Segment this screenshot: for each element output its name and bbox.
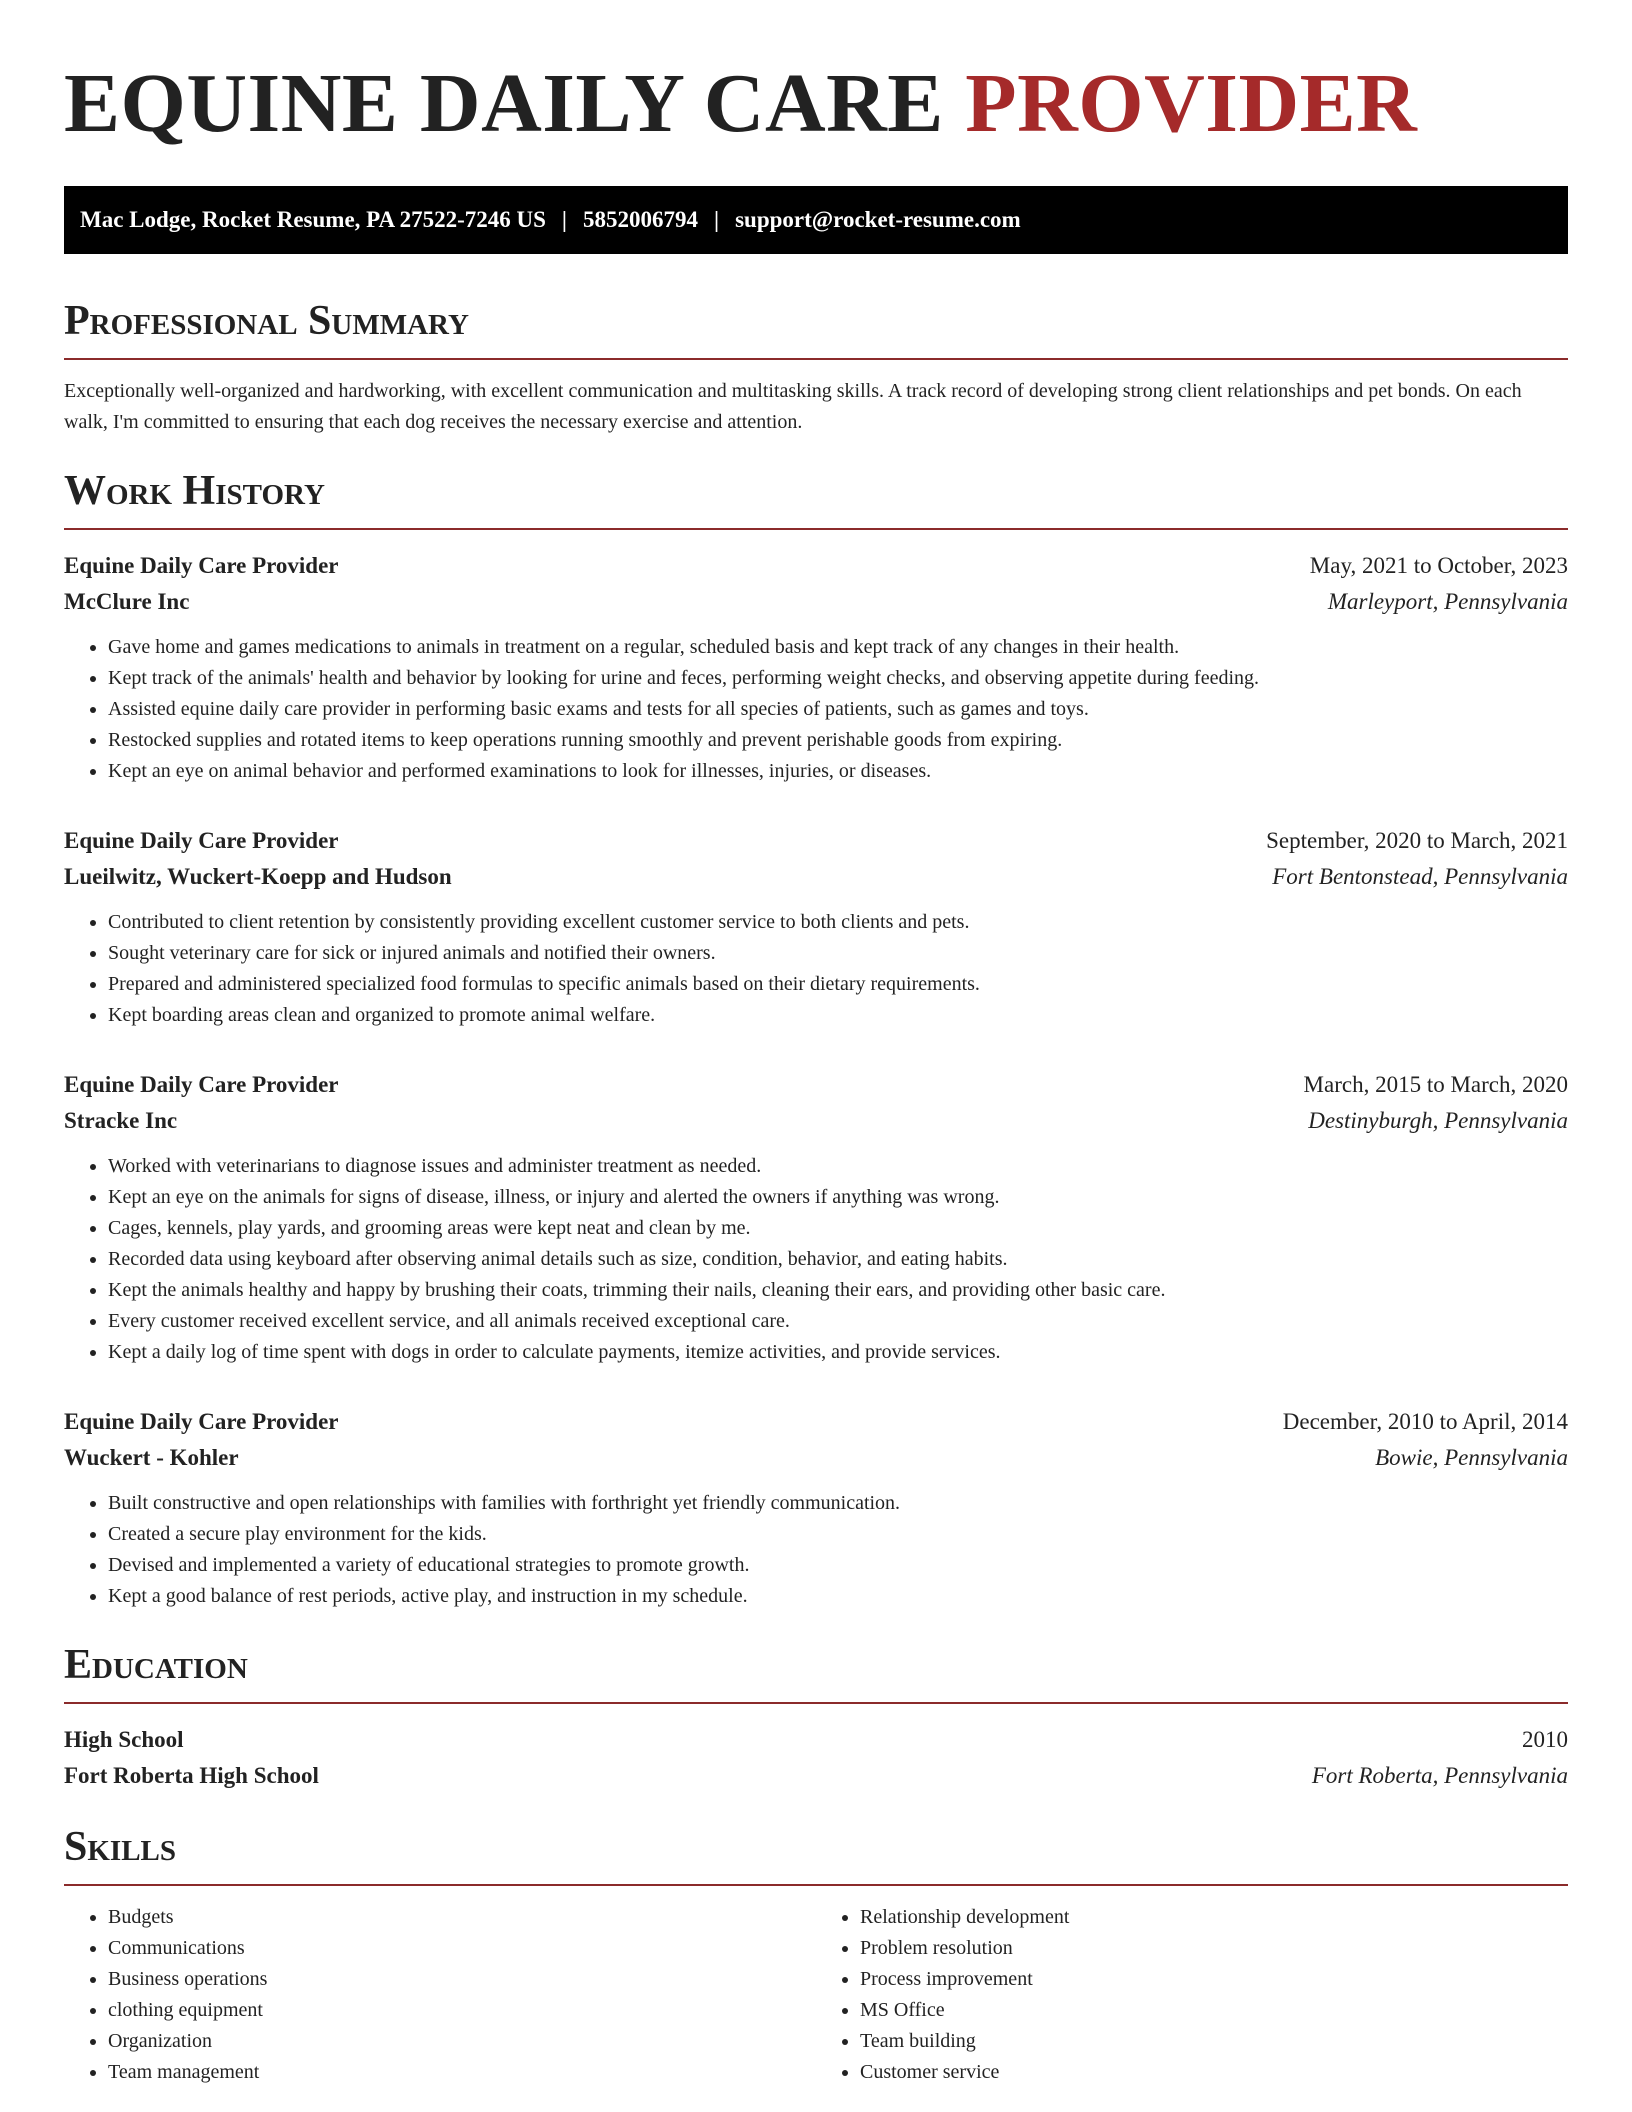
skills-column-left	[64, 1902, 816, 2088]
list-item: • Kept boarding areas clean and organized to promote animal welfare.	[108, 1000, 1568, 1031]
skills-column-right	[816, 1902, 1568, 2088]
summary-section	[64, 296, 1568, 438]
edu-location: Fort Roberta, Pennsylvania	[1311, 1763, 1568, 1788]
name-first: EQUINE DAILY CARE	[64, 57, 944, 150]
list-item: • Sought veterinary care for sick or injured animals and notified their owners.	[108, 938, 1568, 969]
education-entry	[64, 1722, 1568, 1794]
list-item: • Kept a good balance of rest periods, active play, and instruction in my schedule.	[108, 1581, 1568, 1612]
job-location: Destinyburgh, Pennsylvania	[1308, 1108, 1568, 1133]
work-history-title: Work History	[64, 468, 325, 514]
skill-item: • Team building	[860, 2026, 1568, 2057]
list-item: • Kept an eye on animal behavior and performed examinations to look for illnesses, injuries, or diseases.	[108, 756, 1568, 787]
job-role: Equine Daily Care Provider	[64, 553, 339, 578]
edu-degree: High School	[64, 1727, 184, 1752]
job-dates: September, 2020 to March, 2021	[1266, 828, 1568, 853]
job-company: Wuckert - Kohler	[64, 1445, 239, 1470]
skill-item: • clothing equipment	[108, 1995, 816, 2026]
skill-item: • Communications	[108, 1933, 816, 1964]
job-company: McClure Inc	[64, 589, 190, 614]
education-section	[64, 1640, 1568, 1794]
list-item: • Kept an eye on the animals for signs of disease, illness, or injury and alerted the owners if anything was wrong.	[108, 1182, 1568, 1213]
job-role: Equine Daily Care Provider	[64, 1072, 339, 1097]
skill-item: • Process improvement	[860, 1964, 1568, 1995]
section-divider	[64, 358, 1568, 360]
skill-item: • MS Office	[860, 1995, 1568, 2026]
list-item: • Devised and implemented a variety of educational strategies to promote growth.	[108, 1550, 1568, 1581]
job-bullets	[64, 907, 1568, 1031]
list-item: • Restocked supplies and rotated items to keep operations running smoothly and prevent perishable goods from expiring.	[108, 725, 1568, 756]
education-title: Education	[64, 1642, 248, 1688]
skill-item: • Customer service	[860, 2057, 1568, 2088]
job-location: Marleyport, Pennsylvania	[1327, 589, 1568, 614]
list-item: • Kept a daily log of time spent with dogs in order to calculate payments, itemize activities, and provide services.	[108, 1337, 1568, 1368]
job-entry	[64, 548, 1568, 787]
job-location: Bowie, Pennsylvania	[1375, 1445, 1568, 1470]
job-bullets	[64, 632, 1568, 787]
candidate-name	[64, 56, 1568, 152]
job-role: Equine Daily Care Provider	[64, 828, 339, 853]
list-item: • Created a secure play environment for the kids.	[108, 1519, 1568, 1550]
edu-year: 2010	[1522, 1727, 1568, 1752]
list-item: • Gave home and games medications to animals in treatment on a regular, scheduled basis and kept track of any changes in their health.	[108, 632, 1568, 663]
job-dates: December, 2010 to April, 2014	[1282, 1409, 1568, 1434]
list-item: • Worked with veterinarians to diagnose issues and administer treatment as needed.	[108, 1151, 1568, 1182]
job-role: Equine Daily Care Provider	[64, 1409, 339, 1434]
list-item: • Kept the animals healthy and happy by brushing their coats, trimming their nails, cleaning their ears, and providing other basic care.	[108, 1275, 1568, 1306]
list-item: • Contributed to client retention by consistently providing excellent customer service to both clients and pets.	[108, 907, 1568, 938]
contact-phone: 5852006794	[583, 207, 698, 232]
list-item: • Built constructive and open relationships with families with forthright yet friendly communication.	[108, 1488, 1568, 1519]
list-item: • Assisted equine daily care provider in performing basic exams and tests for all species of patients, such as games and toys.	[108, 694, 1568, 725]
contact-separator: |	[714, 207, 720, 232]
skill-item: • Budgets	[108, 1902, 816, 1933]
contact-bar	[64, 186, 1568, 254]
name-accent: PROVIDER	[965, 57, 1418, 150]
list-item: • Recorded data using keyboard after observing animal details such as size, condition, behavior, and eating habits.	[108, 1244, 1568, 1275]
job-dates: March, 2015 to March, 2020	[1303, 1072, 1568, 1097]
job-entry	[64, 1404, 1568, 1612]
skill-item: • Business operations	[108, 1964, 816, 1995]
skill-item: • Organization	[108, 2026, 816, 2057]
job-company: Stracke Inc	[64, 1108, 178, 1133]
list-item: • Kept track of the animals' health and behavior by looking for urine and feces, performing weight checks, and observing appetite during feeding.	[108, 663, 1568, 694]
section-divider	[64, 1884, 1568, 1886]
contact-address: Mac Lodge, Rocket Resume, PA 27522-7246 US	[80, 207, 546, 232]
list-item: • Every customer received excellent service, and all animals received exceptional care.	[108, 1306, 1568, 1337]
edu-school: Fort Roberta High School	[64, 1763, 319, 1788]
job-bullets	[64, 1488, 1568, 1612]
list-item: • Prepared and administered specialized food formulas to specific animals based on their dietary requirements.	[108, 969, 1568, 1000]
section-divider	[64, 528, 1568, 530]
skill-item: • Problem resolution	[860, 1933, 1568, 1964]
skill-item: • Relationship development	[860, 1902, 1568, 1933]
contact-email: support@rocket-resume.com	[735, 207, 1021, 232]
job-dates: May, 2021 to October, 2023	[1309, 553, 1568, 578]
job-location: Fort Bentonstead, Pennsylvania	[1272, 864, 1568, 889]
skills-grid	[64, 1902, 1568, 2088]
skills-title: Skills	[64, 1824, 177, 1870]
section-divider	[64, 1702, 1568, 1704]
job-entry	[64, 823, 1568, 1031]
list-item: • Cages, kennels, play yards, and grooming areas were kept neat and clean by me.	[108, 1213, 1568, 1244]
work-history-section	[64, 466, 1568, 1612]
skills-section	[64, 1822, 1568, 2088]
job-entry	[64, 1067, 1568, 1368]
job-bullets	[64, 1151, 1568, 1368]
job-company: Lueilwitz, Wuckert-Koepp and Hudson	[64, 864, 452, 889]
summary-text: Exceptionally well-organized and hardworking, with excellent communication and multitasking skills. A track record of developing strong client relationships and pet bonds. On each walk, I'm committed to ensuring that each dog receives the necessary exercise and attention.	[64, 380, 1522, 433]
contact-separator: |	[561, 207, 567, 232]
skill-item: • Team management	[108, 2057, 816, 2088]
summary-title: Professional Summary	[64, 298, 469, 344]
